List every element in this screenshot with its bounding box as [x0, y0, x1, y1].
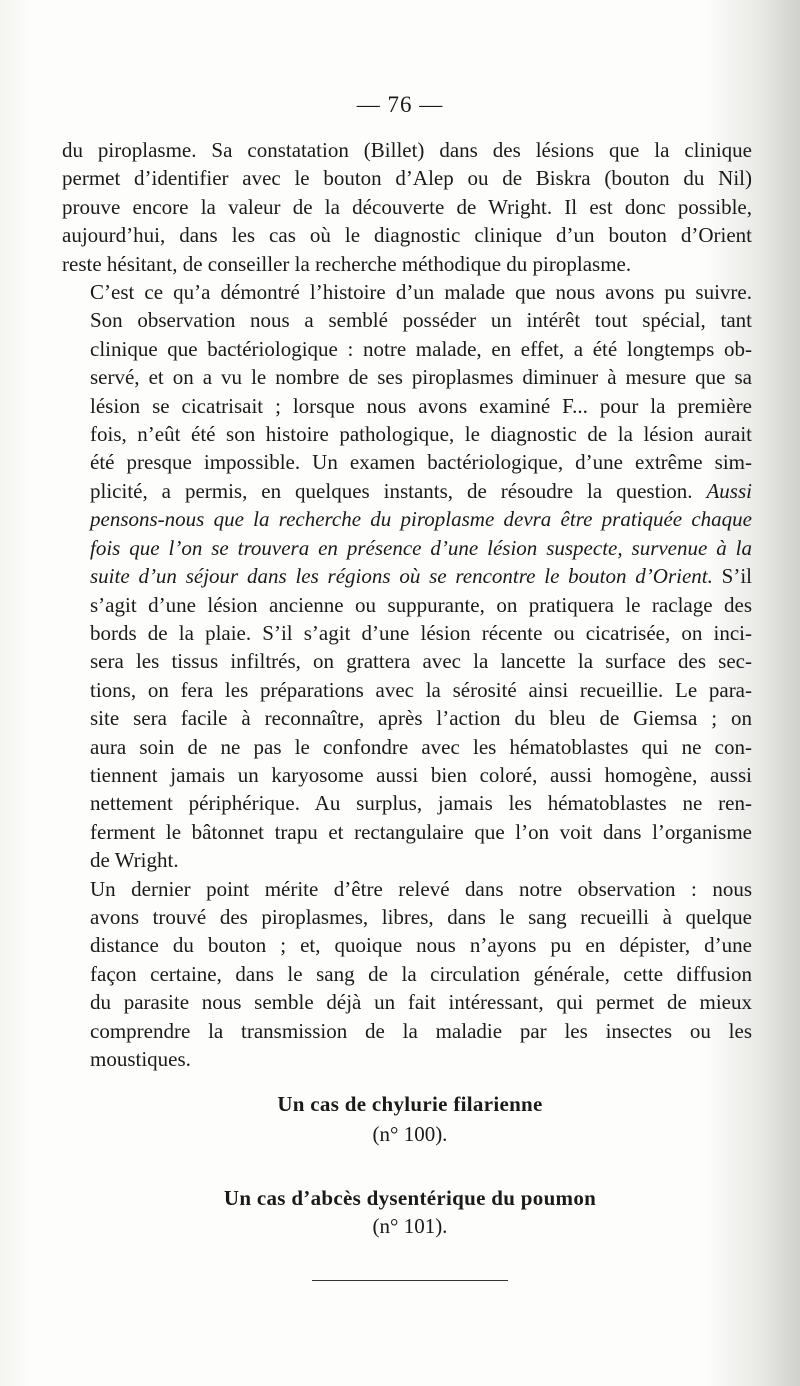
text-line: [62, 988, 752, 1016]
text-line: [62, 335, 752, 363]
section-ref-abces: (n° 101).: [372, 1214, 448, 1238]
text-line: [62, 619, 752, 647]
text-fragment: du piroplasme. Sa constatation (Billet) dans des lésions que la clinique: [62, 138, 752, 162]
italic-text: suite d’un séjour dans les régions où se rencontre le bouton d’Orient.: [90, 564, 713, 589]
text-fragment: tiennent jamais un karyosome aussi bien coloré, aussi homogène, aussi: [90, 762, 752, 787]
text-fragment: ferment le bâtonnet trapu et rectangulaire que l’on voit dans l’organisme: [90, 819, 752, 844]
text-line: [62, 846, 752, 874]
text-fragment: site sera facile à reconnaître, après l’action du bleu de Giemsa ; on: [90, 706, 752, 731]
section-heading-abces: Un cas d’abcès dysentérique du poumon: [223, 1186, 597, 1210]
text-fragment: clinique que bactériologique : notre malade, en effet, a été longtemps ob-: [90, 336, 752, 361]
text-line: [62, 136, 752, 164]
text-line: [62, 818, 752, 846]
text-line: [62, 761, 752, 789]
section-ref-chylurie: (n° 100).: [372, 1122, 448, 1146]
text-line: [62, 392, 752, 420]
text-fragment: permet d’identifier avec le bouton d’Alep ou de Biskra (bouton du Nil): [62, 166, 752, 191]
text-line: [62, 164, 752, 192]
text-fragment: avons trouvé des piroplasmes, libres, dans le sang recueilli à quelque: [90, 904, 752, 929]
paragraph: [62, 875, 752, 1074]
text-line: [62, 676, 752, 704]
text-fragment: lésion se cicatrisait ; lorsque nous avons examiné F... pour la première: [90, 393, 752, 418]
text-line: [62, 448, 752, 476]
text-fragment: servé, et on a vu le nombre de ses piroplasmes diminuer à mesure que sa: [90, 365, 752, 390]
text-fragment: comprendre la transmission de la maladie par les insectes ou les: [90, 1018, 752, 1043]
text-line: [62, 647, 752, 675]
text-line: [62, 562, 752, 590]
page-number: — 76 —: [356, 92, 444, 117]
text-fragment: bords de la plaie. S’il s’agit d’une lésion récente ou cicatrisée, on inci-: [90, 620, 752, 645]
text-line: [62, 278, 752, 306]
text-line: [62, 789, 752, 817]
text-line: [62, 420, 752, 448]
text-line: [62, 477, 752, 505]
paragraph: [62, 136, 752, 278]
text-fragment: de Wright.: [90, 848, 179, 873]
text-fragment: nettement périphérique. Au surplus, jamais les hématoblastes ne ren-: [90, 791, 752, 816]
text-line: [62, 505, 752, 533]
closing-rule: [312, 1280, 508, 1281]
section-heading-chylurie: Un cas de chylurie filarienne: [277, 1092, 543, 1116]
italic-text: Aussi: [706, 478, 752, 503]
text-line: [62, 704, 752, 732]
text-line: [62, 960, 752, 988]
text-line: [62, 221, 752, 249]
text-fragment: plicité, a permis, en quelques instants, de résoudre la question.: [90, 478, 693, 503]
text-line: [62, 250, 752, 278]
text-fragment: été presque impossible. Un examen bactériologique, d’une extrême sim-: [90, 450, 752, 475]
text-fragment: prouve encore la valeur de la découverte de Wright. Il est donc possible,: [62, 194, 752, 219]
italic-text: fois que l’on se trouvera en présence d’une lésion suspecte, survenue à la: [90, 535, 752, 560]
text-line: [62, 1045, 752, 1073]
text-fragment: fois, n’eût été son histoire pathologique, le diagnostic de la lésion aurait: [90, 422, 752, 447]
text-fragment: du parasite nous semble déjà un fait intéressant, qui permet de mieux: [90, 990, 752, 1015]
text-line: [62, 733, 752, 761]
text-fragment: façon certaine, dans le sang de la circulation générale, cette diffusion: [90, 961, 752, 986]
text-line: [62, 903, 752, 931]
text-fragment: S’il: [721, 564, 752, 589]
text-fragment: Un dernier point mérite d’être relevé dans notre observation : nous: [90, 876, 752, 901]
text-fragment: sera les tissus infiltrés, on grattera avec la lancette la surface des sec-: [90, 649, 752, 674]
text-line: [62, 1017, 752, 1045]
text-fragment: Son observation nous a semblé posséder un intérêt tout spécial, tant: [90, 308, 752, 333]
text-line: [62, 534, 752, 562]
text-fragment: tions, on fera les préparations avec la sérosité ainsi recueillie. Le para-: [90, 677, 752, 702]
text-line: [62, 875, 752, 903]
body-text: [62, 136, 752, 1073]
text-fragment: reste hésitant, de conseiller la recherche méthodique du piroplasme.: [62, 251, 632, 276]
text-fragment: moustiques.: [90, 1047, 191, 1071]
text-line: [62, 931, 752, 959]
text-fragment: C’est ce qu’a démontré l’histoire d’un malade que nous avons pu suivre.: [90, 280, 752, 305]
text-fragment: s’agit d’une lésion ancienne ou suppurante, on pratiquera le raclage des: [90, 592, 752, 617]
text-fragment: aura soin de ne pas le confondre avec les hématoblastes qui ne con-: [90, 734, 752, 759]
text-fragment: aujourd’hui, dans les cas où le diagnostic clinique d’un bouton d’Orient: [62, 223, 752, 248]
text-line: [62, 591, 752, 619]
text-line: [62, 193, 752, 221]
text-fragment: distance du bouton ; et, quoique nous n’ayons pu en dépister, d’une: [90, 933, 752, 958]
text-line: [62, 306, 752, 334]
paragraph: [62, 278, 752, 875]
text-line: [62, 363, 752, 391]
italic-text: pensons-nous que la recherche du piroplasme devra être pratiquée chaque: [90, 507, 752, 532]
